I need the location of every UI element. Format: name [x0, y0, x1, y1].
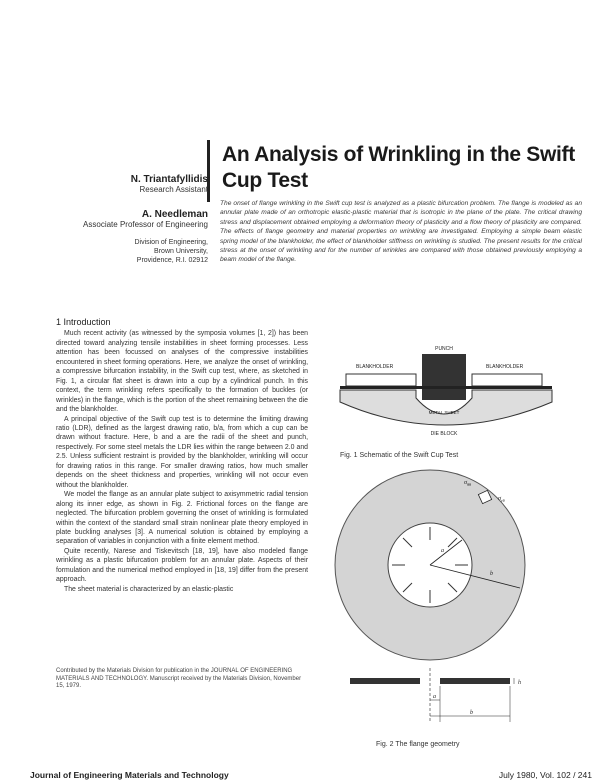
fig2-label-b-radius: b [490, 571, 493, 577]
fig2-label-a-dim: a [433, 694, 436, 700]
author-1 [131, 174, 208, 194]
section-right [440, 678, 510, 684]
affiliation-line: Division of Engineering, [134, 239, 208, 246]
fig1-label-punch: PUNCH [435, 346, 453, 352]
section-left [350, 678, 420, 684]
blankholder-left [346, 374, 416, 386]
journal-name: Journal of Engineering Materials and Technology [30, 770, 229, 780]
fig1-schematic [326, 340, 566, 440]
blankholder-right [472, 374, 542, 386]
affiliation-line: Brown University, [154, 248, 208, 255]
author-1-name: N. Triantafyllidis [130, 174, 208, 185]
body-paragraph: Quite recently, Narese and Tiskevitsch [18, 19], have also modeled flange wrinkling as a plastic bifurcation problem for an annular plate. Aspects of their formulation and the numerical method employed in [18, 19] differ from the present approach. [56, 547, 308, 584]
fig2-label-sigma-2: $\sigma_{r\theta}$ [498, 496, 505, 503]
affiliation [134, 238, 208, 265]
fig1-label-die: DIE BLOCK [430, 431, 458, 437]
fig2-label-h: h [518, 680, 521, 686]
fig1-caption: Fig. 1 Schematic of the Swift Cup Test [340, 452, 459, 459]
author-2 [83, 209, 208, 229]
body-paragraph: A principal objective of the Swift cup test is to determine the limiting drawing ratio (LDR), defined as the largest drawing ratio, b/a, from which a cup can be drawn without fracture. Here, b and a are the radii of the sheet and punch, respectively. For some steel metals the LDR lies within the range between 2.0 and 2.5. Unless sufficient restraint is provided by the blankholder, wrinkling will occur for drawing ratios in this range. For smaller drawing ratios, how much smaller depends on the sheet thickness and properties, wrinkling will not occur even without the blankholder. [56, 415, 308, 489]
affiliation-line: Providence, R.I. 02912 [136, 257, 208, 264]
fig2-label-b-dim: b [470, 710, 473, 716]
fig2-label-sigma-1: $\sigma_{\theta\theta}$ [464, 480, 472, 487]
fig1-label-blankholder-right: BLANKHOLDER [486, 364, 524, 370]
abstract: The onset of flange wrinkling in the Swift cup test is analyzed as a plastic bifurcation problem. The flange is modeled as an annular plate made of an orthotropic elastic-plastic material that is isotropic in the plane of the plate. The critical drawing stress and displacement obtained employing a deformation theory of plasticity and a flow theory of plasticity are compared. The effects of flange geometry and material properties on wrinkling are investigated. Employing a simple beam elastic spring model of the blankholder, the effect of blankholder stiffness on wrinkling is studied. The present results for the critical stress at the onset of wrinkling and for the number of wrinkles are compared with those obtained previously employing a beam model of the flange. [220, 200, 582, 264]
body-paragraph: The sheet material is characterized by an elastic-plastic [64, 585, 234, 593]
paper-title: An Analysis of Wrinkling in the Swift Cup Test [222, 143, 575, 192]
body-column [56, 318, 308, 594]
author-1-role: Research Assistant [139, 185, 208, 194]
body-paragraph: We model the flange as an annular plate subject to axisymmetric radial tension along its inner edge, as shown in Fig. 2. Frictional forces on the flange are neglected. The bifurcation problem governing the onset of wrinkling is formulated within the context of the standard small strain nonlinear plate theory employed in plate buckling analyses [3]. A numerical solution is obtained by employing a separation of variables in conjunction with a finite element method. [56, 491, 308, 546]
author-2-name: A. Needleman [141, 209, 208, 220]
fig2-caption: Fig. 2 The flange geometry [376, 741, 460, 748]
fig2-geometry [330, 460, 570, 730]
fig1-label-blankholder-left: BLANKHOLDER [356, 364, 394, 370]
fig2-label-a-radius: a [441, 548, 444, 554]
author-2-role: Associate Professor of Engineering [83, 220, 208, 229]
punch-block [422, 354, 466, 400]
metal-sheet [340, 386, 552, 389]
body-paragraph: Much recent activity (as witnessed by the symposia volumes [1, 2]) has been directed toward analyzing tensile instabilities in sheet forming processes. Less attention has been focussed on analyses of the compressive instabilities encountered in sheet forming operations. Here, we analyze the onset of wrinkling, a compressive bifurcation instability, in the Swift cup test, where, as sketched in Fig. 1, a circular flat sheet is drawn into a cup by a cylindrical punch. In this context, the term wrinkling refers specifically to the formation of buckles (or wrinkles) in the flange, which is the portion of the sheet remaining between the die and the blankholder. [56, 330, 308, 414]
footnote: Contributed by the Materials Division for publication in the JOURNAL OF ENGINEERING MATERIALS AND TECHNOLOGY. Manuscript received by the Materials Division, November 15, 1979. [56, 668, 302, 689]
section-heading: 1 Introduction [56, 317, 111, 327]
journal-page-info: July 1980, Vol. 102 / 241 [498, 770, 592, 780]
fig1-label-sheet: METAL SHEET [428, 410, 460, 415]
